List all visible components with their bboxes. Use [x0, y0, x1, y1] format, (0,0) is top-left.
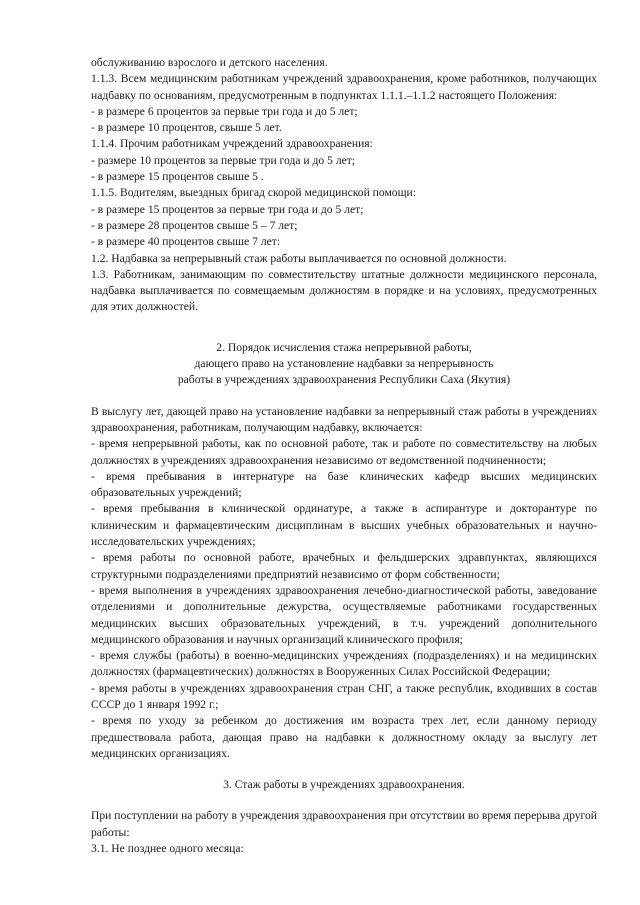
list-item: - в размере 15 процентов свыше 5 .: [91, 170, 264, 184]
paragraph-1-3: 1.3. Работникам, занимающим по совместительству штатные должности медицинского персонала, надбавка выплачивается по совмещаемым должностям в порядке и на условиях, предусмотренных для этих должностей.: [91, 267, 597, 314]
section-3-heading: 3. Стаж работы в учреждениях здравоохранения.: [223, 778, 465, 792]
list-item: - в размере 15 процентов за первые три года и до 5 лет;: [91, 202, 364, 216]
list-item: - время пребывания в интернатуре на базе клинических кафедр высших медицинских образовательных учреждений;: [91, 469, 597, 500]
section-2-heading: [91, 340, 597, 389]
list-item: - размере 10 процентов за первые три года и до 5 лет;: [91, 153, 356, 167]
list-item: - время работы в учреждениях здравоохранения стран СНГ, а также республик, входивших в состав СССР до 1 января 1992 г.;: [91, 681, 597, 711]
list-item: - в размере 10 процентов, свыше 5 лет.: [91, 121, 282, 135]
paragraph: При поступлении на работу в учреждения здравоохранения при отсутствии во время перерыва другой работы:: [91, 809, 597, 839]
document-body: [91, 55, 597, 857]
paragraph: обслуживанию взрослого и детского населения.: [91, 56, 328, 69]
paragraph: В выслугу лет, дающей право на установление надбавки за непрерывный стаж работы в учреждениях здравоохранения, работникам, получающим надбавку, включается:: [91, 404, 597, 434]
heading-line: 2. Порядок исчисления стажа непрерывной работы,: [216, 340, 472, 354]
list-item: - время непрерывной работы, как по основной работе, так и работе по совместительству на любых должностях в учреждениях здравоохранения независимо от ведомственной подчиненности;: [91, 437, 597, 467]
list-item: - время выполнения в учреждениях здравоохранения лечебно-диагностической работы, заведование отделениями и дополнительные дежурства, осуществляемые работниками государственных медицинских высших образовательных учреждений, в т.ч. учреждений дополнительного медицинского образования и научных организаций клинического профиля;: [91, 583, 597, 646]
paragraph-1-2: 1.2. Надбавка за непрерывный стаж работы выплачивается по основной должности.: [91, 251, 507, 265]
heading-line: работы в учреждениях здравоохранения Республики Саха (Якутия): [177, 373, 511, 387]
list-item: - время службы (работы) в военно-медицинских учреждениях (подразделениях) и на медицинских должностях (фармацевтических) должностях в Вооруженных Силах Российской Федерации;: [91, 649, 597, 679]
list-item: - в размере 28 процентов свыше 5 – 7 лет;: [91, 218, 298, 232]
list-item: - в размере 40 процентов свыше 7 лет:: [91, 235, 281, 249]
list-item: - время работы по основной работе, врачебных и фельдшерских здравпунктах, являющихся структурными подразделениями предприятий независимо от форм собственности;: [91, 551, 597, 581]
list-item: - время по уходу за ребенком до достижения им возраста трех лет, если данному периоду предшествовала работа, дающая право на надбавки к должностному окладу за выслугу лет медицинских организациях.: [91, 714, 597, 760]
list-item: - в размере 6 процентов за первые три года и до 5 лет;: [91, 104, 358, 118]
paragraph-1-1-4: 1.1.4. Прочим работникам учреждений здравоохранения:: [91, 137, 373, 151]
heading-line: дающего право на установление надбавки за непрерывность: [194, 357, 494, 371]
list-item: - время пребывания в клинической ординатуре, а также в аспирантуре и докторантуре по клиническим и фармацевтическим дисциплинам в высших учебных образовательных и научно-исследовательских учреждениях;: [91, 502, 597, 549]
paragraph-3-1: 3.1. Не позднее одного месяца:: [91, 842, 244, 856]
paragraph-1-1-3: 1.1.3. Всем медицинским работникам учреждений здравоохранения, кроме работников, получающих надбавку по основаниям, предусмотренным в подпунктах 1.1.1.–1.1.2 настоящего Положения:: [91, 72, 597, 102]
paragraph-1-1-5: 1.1.5. Водителям, выездных бригад скорой медицинской помощи:: [91, 186, 416, 200]
